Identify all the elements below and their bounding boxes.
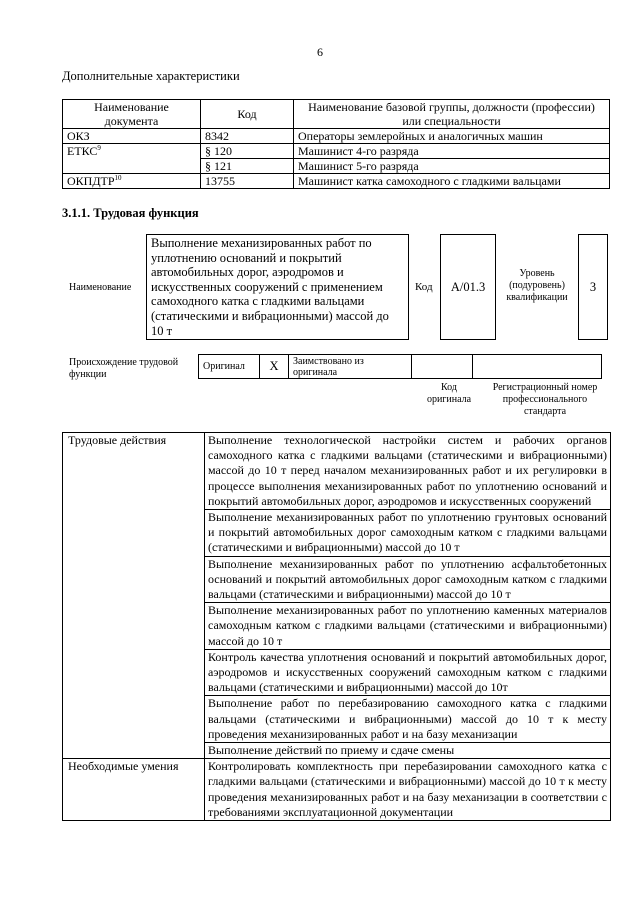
reg-number-cell	[473, 355, 602, 379]
code-cell: 13755	[201, 174, 294, 189]
doc-cell	[63, 144, 201, 174]
action-item: Выполнение действий по приему и сдаче смены	[205, 743, 611, 759]
action-item: Выполнение механизированных работ по уплотнению асфальтобетонных оснований и покрытий автомобильных дорог самоходным катком с гладкими вальцами (статическими и вибрационными) массой до 10 т	[205, 556, 611, 603]
qualification-level: 3	[578, 234, 608, 340]
actions-label: Трудовые действия	[63, 433, 205, 759]
table-row	[63, 433, 611, 510]
footnote-ref: 10	[114, 174, 122, 182]
header-code: Код	[201, 100, 294, 129]
doc-text: ЕТКС	[67, 144, 98, 158]
table-row	[63, 129, 610, 144]
name-cell: Операторы землеройных и аналогичных машин	[294, 129, 610, 144]
name-cell: Машинист 5-го разряда	[294, 159, 610, 174]
code-caption: Код оригинала	[426, 382, 472, 405]
function-heading: 3.1.1. Трудовая функция	[62, 206, 199, 220]
doc-text: ОКПДТР	[67, 174, 115, 188]
name-cell: Машинист 4-го разряда	[294, 144, 610, 159]
origin-label: Происхождение трудовой функции	[69, 357, 179, 380]
doc-cell	[63, 174, 201, 189]
action-item: Выполнение механизированных работ по уплотнению каменных материалов самоходным катком с гладкими вальцами (статическими и вибрационными) массой до 10 т	[205, 603, 611, 650]
original-label: Оригинал	[199, 355, 260, 379]
code-label: Код	[415, 281, 433, 293]
table-row	[63, 174, 610, 189]
original-code-cell	[412, 355, 473, 379]
name-cell: Машинист катка самоходного с гладкими вальцами	[294, 174, 610, 189]
header-group: Наименование базовой группы, должности (профессии) или специальности	[294, 100, 610, 129]
classification-table	[62, 99, 610, 189]
header-doc-name: Наименование документа	[63, 100, 201, 129]
code-cell: § 121	[201, 159, 294, 174]
level-label: Уровень (подуровень) квалификации	[506, 268, 568, 303]
footnote-ref: 9	[97, 144, 101, 152]
skills-label: Необходимые умения	[63, 759, 205, 821]
skill-item: Контролировать комплектность при перебазировании самоходного катка с гладкими вальцами (статическими и вибрационными) массой до 10 т к месту проведения механизированных работ и на базу механизации в соответствии с требованиями эксплуатационной документации	[205, 759, 611, 821]
action-item: Выполнение технологической настройки систем и рабочих органов самоходного катка с гладкими вальцами (статическими и вибрационными) массой до 10 т перед началом механизированных работ и их регулировки в процессе выполнения механизированных работ по уплотнению оснований и покрытий автомобильных дорог, аэродромов и искусственных сооружений	[205, 433, 611, 510]
borrowed-label: Заимствовано из оригинала	[289, 355, 412, 379]
name-label: Наименование	[69, 282, 132, 293]
table-row	[63, 759, 611, 821]
action-item: Выполнение механизированных работ по уплотнению грунтовых оснований и покрытий автомобильных дорог самоходным катком с гладкими вальцами (статическими и вибрационными) массой до 10 т	[205, 510, 611, 557]
page-number: 6	[317, 45, 323, 59]
action-item: Выполнение работ по перебазированию самоходного катка с гладкими вальцами (статическими и вибрационными) массой до 10 т к месту проведения механизированных работ и на базу механизации	[205, 696, 611, 743]
code-cell: § 120	[201, 144, 294, 159]
doc-cell: ОКЗ	[63, 129, 201, 144]
function-code: A/01.3	[440, 234, 496, 340]
reg-caption: Регистрационный номер профессионального стандарта	[492, 382, 598, 417]
additional-title: Дополнительные характеристики	[62, 69, 240, 83]
code-cell: 8342	[201, 129, 294, 144]
origin-table	[198, 354, 602, 379]
table-row	[63, 144, 610, 159]
action-item: Контроль качества уплотнения оснований и покрытий автомобильных дорог, аэродромов и искусственных сооружений самоходным катком с гладкими вальцами (статическими и вибрационными) массой до 10т	[205, 649, 611, 696]
function-details-table	[62, 432, 611, 821]
function-name: Выполнение механизированных работ по уплотнению оснований и покрытий автомобильных дорог, аэродромов и искусственных сооружений с применением самоходного катка с гладкими вальцами (статическими и вибрационными) массой до 10 т	[146, 234, 409, 340]
original-mark: X	[260, 355, 289, 379]
